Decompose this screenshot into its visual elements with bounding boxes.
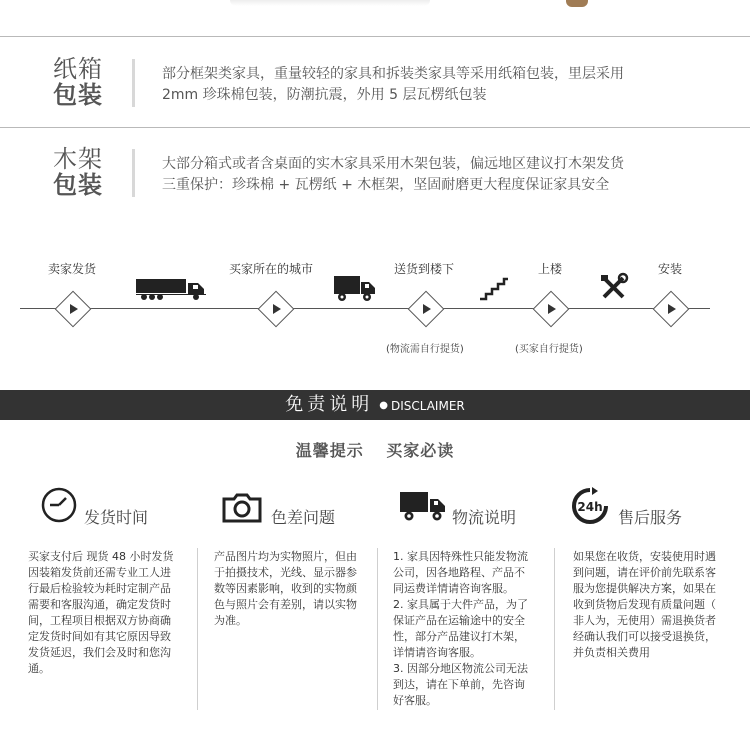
delivery-flow [0, 250, 750, 360]
play-icon [668, 304, 676, 314]
desc-line: 三重保护：珍珠棉 + 瓦楞纸 + 木框架，坚固耐磨更大程度保证家具安全 [162, 177, 610, 193]
wood-frame-packaging-title [48, 146, 108, 198]
text-line: 好客服。 [393, 694, 437, 707]
truck-icon [136, 277, 208, 301]
van-icon [334, 274, 376, 302]
column-divider [554, 548, 555, 710]
play-icon [273, 304, 281, 314]
product-shadow [230, 0, 430, 6]
title-line-2: 包装 [53, 81, 103, 109]
after-sales-title: 售后服务 [618, 508, 683, 527]
text-line: 同运费详情请咨询客服。 [393, 582, 514, 595]
logistics-text [393, 549, 551, 709]
24h-service-icon [570, 486, 610, 526]
flow-note-buyer-pickup: (买家自行提货) [515, 344, 583, 355]
text-line: 于拍摄技术，光线、显示器参 [214, 566, 357, 579]
text-line: 需要和客服沟通，确定发货时 [28, 598, 171, 611]
logistics-title: 物流说明 [452, 508, 517, 527]
flow-step-downstairs: 送货到楼下 [394, 262, 455, 276]
product-photo-remnant [0, 0, 750, 34]
column-divider [197, 548, 198, 710]
text-line: 数等因素影响，收到的实物颜 [214, 582, 357, 595]
camera-icon [221, 492, 263, 524]
text-line: 并负责相关费用 [573, 646, 650, 659]
accent-bar [132, 59, 135, 107]
column-divider [377, 548, 378, 710]
stairs-icon [478, 277, 510, 301]
disclaimer-banner [0, 390, 750, 420]
text-line: 发货延迟，我们会及时和您沟 [28, 646, 171, 659]
text-line: 非人为，无使用）需退换货者 [573, 614, 716, 627]
text-line: 到达，请在下单前，先咨询 [393, 678, 525, 691]
tools-icon [599, 272, 629, 302]
shipping-time-text [28, 549, 194, 677]
text-line: 保证产品在运输途中的安全 [393, 614, 525, 627]
text-line: 产品图片均为实物照片，但由 [214, 550, 357, 563]
text-line: 服为您提供解决方案，如果在 [573, 582, 716, 595]
text-line: 如果您在收货，安装使用时遇 [573, 550, 716, 563]
flow-note-pickup-logistics: (物流需自行提货) [386, 344, 464, 355]
carton-packaging-desc [162, 64, 732, 106]
flow-step-buyer-city: 买家所在的城市 [229, 262, 314, 276]
clock-icon [40, 486, 78, 524]
text-line: 间，工程项目根据双方协商确 [28, 614, 171, 627]
product-leg [566, 0, 588, 7]
disclaimer-title-en: DISCLAIMER [390, 399, 465, 413]
desc-line: 2mm 珍珠棉包装，防潮抗震，外用 5 层瓦楞纸包装 [162, 87, 487, 103]
text-line: 经确认我们可以接受退换货， [573, 630, 716, 643]
text-line: 到问题，请在评价前先联系客 [573, 566, 716, 579]
carton-packaging-title [48, 56, 108, 108]
title-line-1: 木架 [53, 145, 103, 173]
play-icon [548, 304, 556, 314]
text-line: 行最后检验较为耗时定制产品 [28, 582, 171, 595]
text-line: 性，部分产品建议打木架， [393, 630, 525, 643]
wood-frame-packaging-row [0, 146, 750, 216]
tips-title: 温馨提示 买家必读 [295, 441, 455, 460]
color-difference-title: 色差问题 [271, 508, 336, 527]
play-icon [70, 304, 78, 314]
play-icon [423, 304, 431, 314]
text-line: 2. 家具属于大件产品，为了 [393, 598, 528, 611]
divider [0, 36, 750, 37]
text-line: 公司，因各地路程、产品不 [393, 566, 525, 579]
text-line: 色与照片会有差别，请以实物 [214, 598, 357, 611]
carton-packaging-row [0, 56, 750, 126]
title-line-1: 纸箱 [53, 55, 103, 83]
text-line: 通。 [28, 662, 50, 675]
text-line: 为准。 [214, 614, 247, 627]
color-difference-text [214, 549, 374, 629]
accent-bar [132, 149, 135, 197]
title-line-2: 包装 [53, 171, 103, 199]
bullet-dot: ● [379, 400, 388, 411]
after-sales-text [573, 549, 743, 661]
flow-step-seller-ships: 卖家发货 [48, 262, 97, 276]
text-line: 1. 家具因特殊性只能发物流 [393, 550, 528, 563]
flow-step-upstairs: 上楼 [538, 262, 563, 276]
text-line: 3. 因部分地区物流公司无法 [393, 662, 528, 675]
svg-text:24h: 24h [577, 500, 603, 514]
divider [0, 127, 750, 128]
shipping-time-title: 发货时间 [84, 508, 149, 527]
desc-line: 部分框架类家具，重量较轻的家具和拆装类家具等采用纸箱包装，里层采用 [162, 66, 624, 82]
flow-line [20, 308, 710, 309]
flow-step-install: 安装 [658, 262, 683, 276]
wood-frame-packaging-desc [162, 154, 732, 196]
truck-icon [400, 490, 446, 522]
text-line: 收到货物后发现有质量问题（ [573, 598, 716, 611]
text-line: 买家支付后 现货 48 小时发货 [28, 550, 174, 563]
disclaimer-title-cn: 免责说明 [285, 394, 374, 415]
text-line: 因装箱发货前还需专业工人进 [28, 566, 171, 579]
text-line: 定发货时间如有其它原因导致 [28, 630, 171, 643]
text-line: 详情请咨询客服。 [393, 646, 481, 659]
desc-line: 大部分箱式或者含桌面的实木家具采用木架包装，偏远地区建议打木架发货 [162, 156, 624, 172]
